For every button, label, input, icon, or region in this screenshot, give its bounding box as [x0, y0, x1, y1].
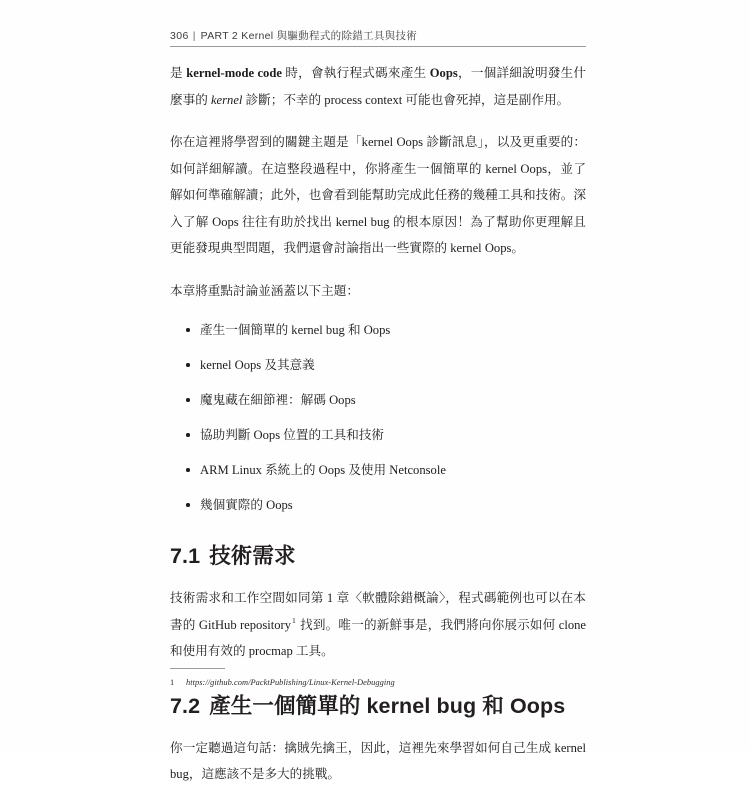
paragraph-continuation: [170, 60, 586, 113]
footnote-reference: 1: [292, 616, 296, 626]
github-repository-term: GitHub repository: [198, 617, 292, 632]
list-item: ARM Linux 系統上的 Oops 及使用 Netconsole: [170, 460, 586, 480]
paragraph-technical-requirements: [170, 585, 586, 665]
section-heading-7-2: [170, 691, 586, 721]
par1-code-term-2: process context: [324, 92, 403, 107]
header-separator: |: [192, 30, 196, 42]
list-item: kernel Oops 及其意義: [170, 355, 586, 375]
paragraph-simple-kernel-bug: 你一定聽過這句話：擒賊先擒王，因此，這裡先來學習如何自己生成 kernel bug，這應該不是多大的挑戰。: [170, 740, 586, 781]
par1-italic-term: kernel: [210, 92, 243, 107]
paragraph-chapter-scope: 本章將重點討論並涵蓋以下主題：: [170, 283, 359, 298]
par1-lead: 是: [170, 66, 187, 80]
section-title: 產生一個簡單的 kernel bug 和 Oops: [209, 693, 566, 718]
list-item: 協助判斷 Oops 位置的工具和技術: [170, 425, 586, 445]
footnote-url: https://github.com/PacktPublishing/Linux-Kernel-Debugging: [186, 678, 395, 687]
sec71-lead: 技術需求和工作空間如同第 1 章〈軟體除錯概論〉，程式碼範例也可以在本書的: [170, 591, 586, 632]
list-item: 幾個實際的 Oops: [170, 495, 586, 515]
page-number: 306: [170, 30, 189, 42]
list-item: 魔鬼藏在細節裡：解碼 Oops: [170, 390, 586, 410]
section-title: 技術需求: [209, 544, 296, 568]
par1-mid-3: 診斷；不幸的: [242, 92, 325, 107]
par1-code-term: kernel-mode code: [186, 66, 282, 80]
par1-mid-1: 時，會執行程式碼來產生: [281, 66, 430, 80]
part-label: PART 2 Kernel 與驅動程式的除錯工具與技術: [200, 30, 418, 42]
running-header: [170, 28, 585, 43]
footnote-rule: [170, 668, 225, 669]
footnote: [170, 676, 586, 689]
section-number: 7.2: [170, 693, 201, 718]
par1-tail: 可能也會死掉，這是副作用。: [402, 92, 570, 107]
header-rule: [170, 46, 586, 47]
topics-list: [170, 320, 586, 515]
list-item: 產生一個簡單的 kernel bug 和 Oops: [170, 320, 586, 340]
sec71-tail: 找到。唯一的新鮮事是，我們將向你展示如何 clone 和使用有效的 procmap 工具。: [170, 617, 587, 658]
section-heading-7-1: [170, 541, 586, 571]
footnote-number: 1: [170, 678, 175, 687]
par1-bold-term: Oops: [429, 66, 458, 80]
par1-mid-2: ，一個詳細說明發生什麼事的: [170, 66, 587, 107]
paragraph-key-topics-intro: 你在這裡將學習到的關鍵主題是「kernel Oops 診斷訊息」，以及更重要的：如何詳細解讀。在這整段過程中，你將產生一個簡單的 kernel Oops，並了解如何準確解讀；此外，也會看到能幫助完成此任務的幾種工具和技術。深入了解 Oops 往往有助於找出 kernel bug 的根本原因！為了幫助你更理解且更能發現典型問題，我們還會討論指出一些實際的 kernel Oops。: [170, 135, 586, 255]
section-number: 7.1: [170, 544, 201, 568]
